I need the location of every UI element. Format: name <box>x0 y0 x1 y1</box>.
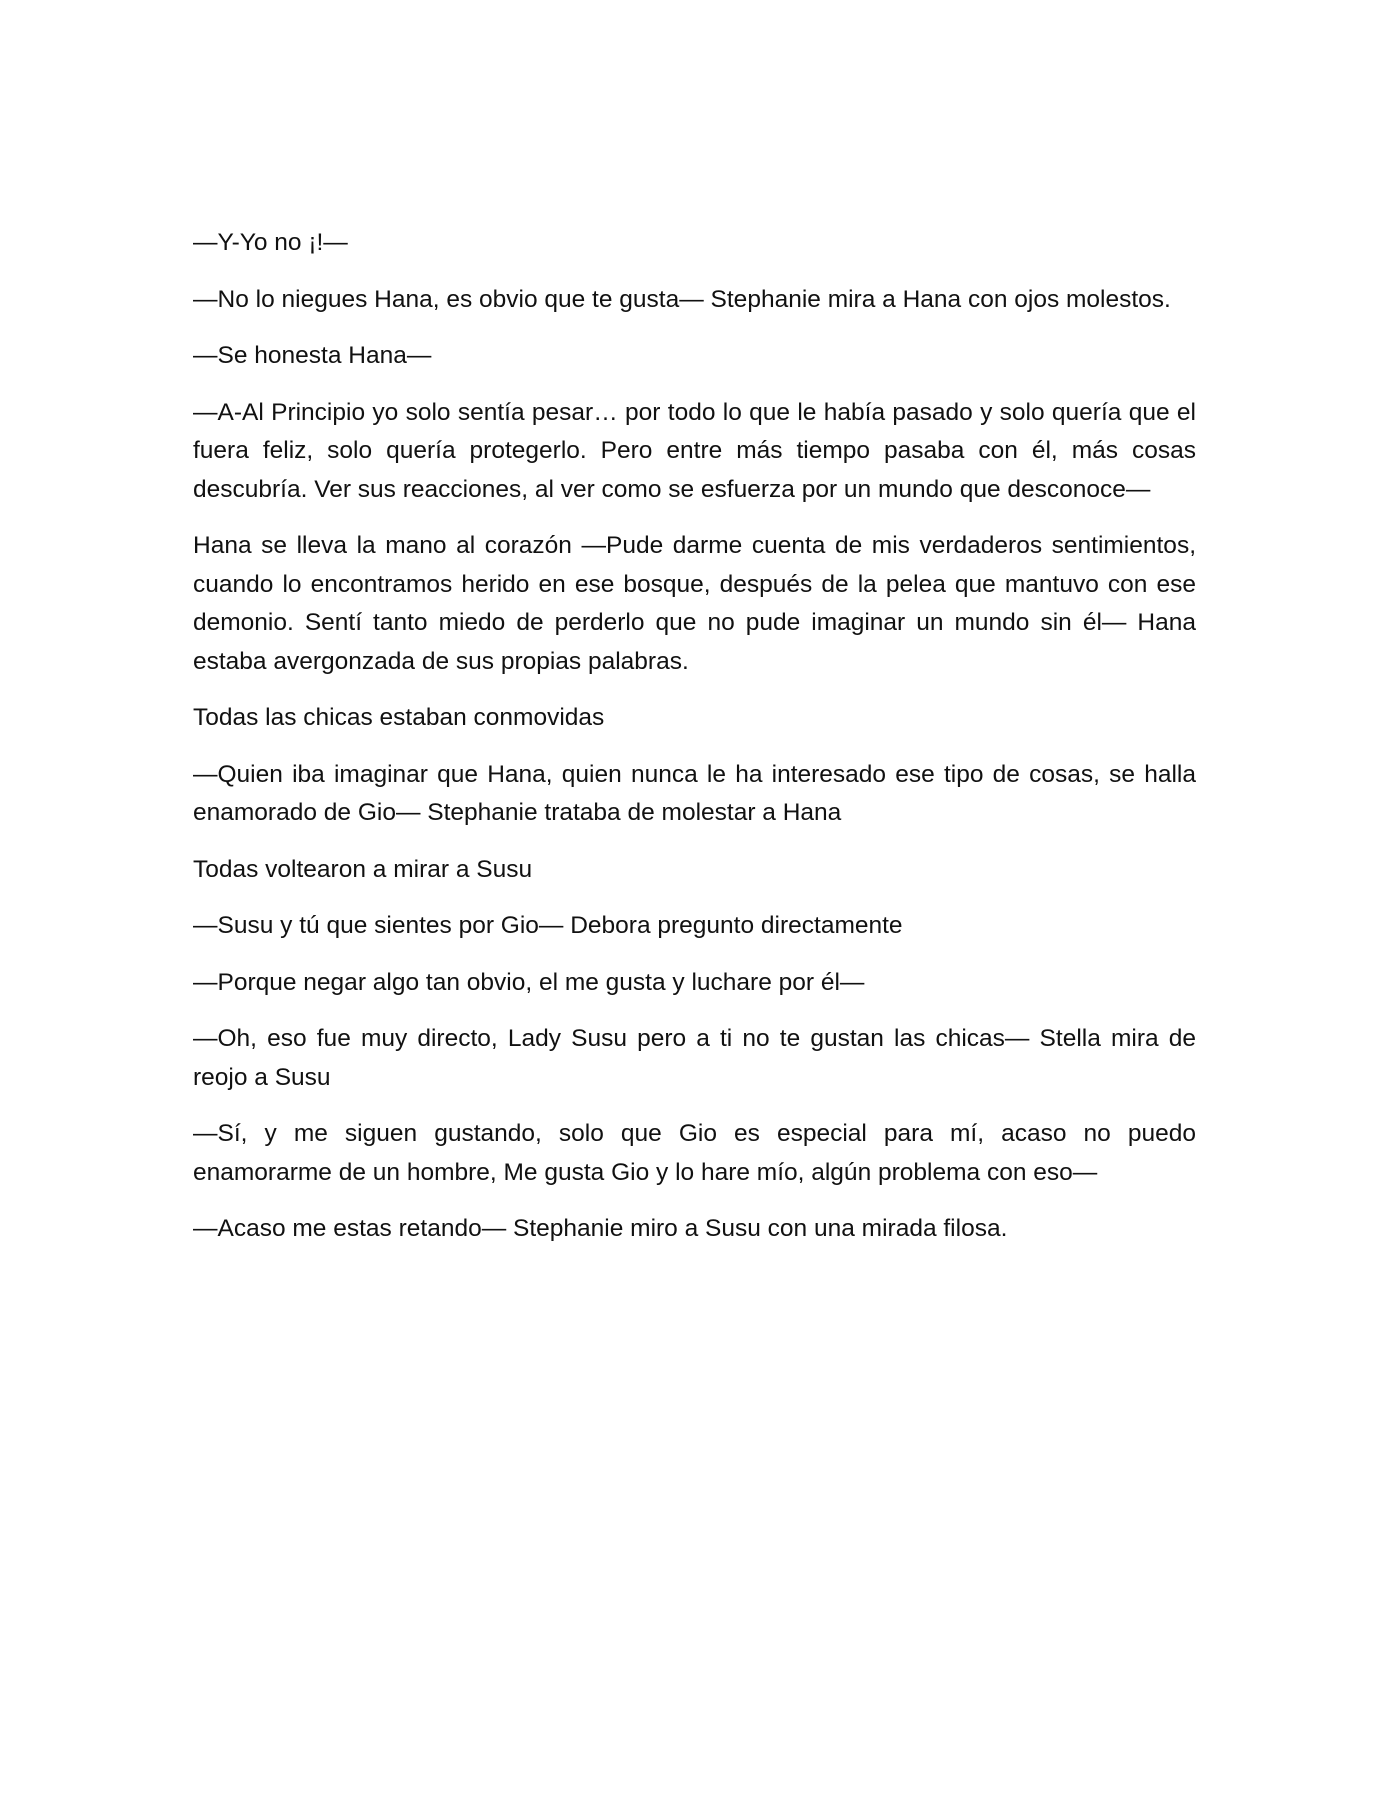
paragraph: Todas las chicas estaban conmovidas <box>193 704 605 731</box>
paragraph: —Porque negar algo tan obvio, el me gusta y luchare por él— <box>193 968 865 996</box>
paragraph: Hana se lleva la mano al corazón —Pude darme cuenta de mis verdaderos sentimientos, cuando lo encontramos herido en ese bosque, después de la pelea que mantuvo con ese demonio. Sentí tanto miedo de perderlo que no pude imaginar un mundo sin él— Hana estaba avergonzada de sus propias palabras. <box>193 532 1196 675</box>
paragraph: —No lo niegues Hana, es obvio que te gusta— Stephanie mira a Hana con ojos molestos. <box>193 285 1171 313</box>
document-body <box>193 224 1196 1267</box>
paragraph: —Oh, eso fue muy directo, Lady Susu pero a ti no te gustan las chicas— Stella mira de reojo a Susu <box>193 1025 1196 1091</box>
paragraph: —Susu y tú que sientes por Gio— Debora pregunto directamente <box>193 912 903 939</box>
paragraph: —Y-Yo no ¡!— <box>193 229 348 256</box>
paragraph: —A-Al Principio yo solo sentía pesar… por todo lo que le había pasado y solo quería que el fuera feliz, solo quería protegerlo. Pero entre más tiempo pasaba con él, más cosas descubría. Ver sus reacciones, al ver como se esfuerza por un mundo que desconoce— <box>193 398 1196 503</box>
paragraph: —Acaso me estas retando— Stephanie miro a Susu con una mirada filosa. <box>193 1215 1008 1242</box>
paragraph: Todas voltearon a mirar a Susu <box>193 855 533 883</box>
paragraph: —Se honesta Hana— <box>193 342 432 369</box>
paragraph: —Quien iba imaginar que Hana, quien nunca le ha interesado ese tipo de cosas, se halla enamorado de Gio— Stephanie trataba de molestar a Hana <box>193 760 1196 826</box>
paragraph: —Sí, y me siguen gustando, solo que Gio es especial para mí, acaso no puedo enamorarme de un hombre, Me gusta Gio y lo hare mío, algún problema con eso— <box>193 1120 1196 1186</box>
